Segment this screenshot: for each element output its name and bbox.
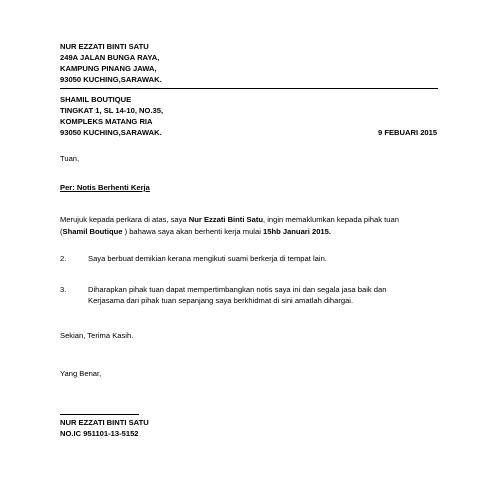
paragraph-1 [60,214,399,238]
item-line: Diharapkan pihak tuan dapat mempertimbangkan notis saya ini dan segala jasa baik dan [88,285,387,294]
item-line: Saya berbuat demikian kerana mengikuti suami berkerja di tempat lain. [88,254,327,263]
sender-address [60,41,162,85]
sender-address-line: KAMPUNG PINANG JAWA, [60,64,157,73]
employee-name: Nur Ezzati Binti Satu [188,215,264,224]
effective-date: 15hb Januari 2015. [263,227,331,236]
sender-address-line: 249A JALAN BUNGA RAYA, [60,53,160,62]
item-number: 2. [60,254,67,263]
letter-date: 9 FEBUARI 2015 [378,128,438,137]
closing-line: Sekian, Terima Kasih. [60,331,134,340]
sender-address-line: 93050 KUCHING,SARAWAK. [60,75,162,84]
valediction: Yang Benar, [60,369,102,378]
paragraph-text: ) bahawa saya akan berhenti kerja mulai [122,227,264,236]
item-text [88,253,327,264]
paragraph-text: Merujuk kepada perkara di atas, saya [60,215,189,224]
recipient-address-line: 93050 KUCHING,SARAWAK. [60,128,162,137]
signature-block [60,417,149,439]
sender-name: NUR EZZATI BINTI SATU [60,42,149,51]
header-divider [60,88,438,89]
paragraph-1-line-2 [60,226,399,238]
company-name: Shamil Boutique [62,227,123,236]
recipient-address-line: TINGKAT 1, SL 14-10, NO.35, [60,106,164,115]
signature-ic: NO.IC 951101-13-5152 [60,429,139,438]
signature-name: NUR EZZATI BINTI SATU [60,418,149,427]
item-line: Kerjasama dari pihak tuan sepanjang saya berkhidmat di sini amatlah dihargai. [88,296,354,305]
recipient-name: SHAMIL BOUTIQUE [60,95,132,104]
greeting: Tuan, [60,154,80,163]
recipient-address [60,94,163,138]
paragraph-1-line-1 [60,214,399,226]
subject-line: Per: Notis Berhenti Kerja [60,183,150,192]
paragraph-text: , ingin memaklumkan kepada pihak tuan [263,215,399,224]
signature-line [60,414,139,415]
item-number: 3. [60,285,67,294]
item-text [88,284,386,306]
recipient-address-line: KOMPLEKS MATANG RIA [60,117,153,126]
paragraph-text: ( [60,227,63,236]
